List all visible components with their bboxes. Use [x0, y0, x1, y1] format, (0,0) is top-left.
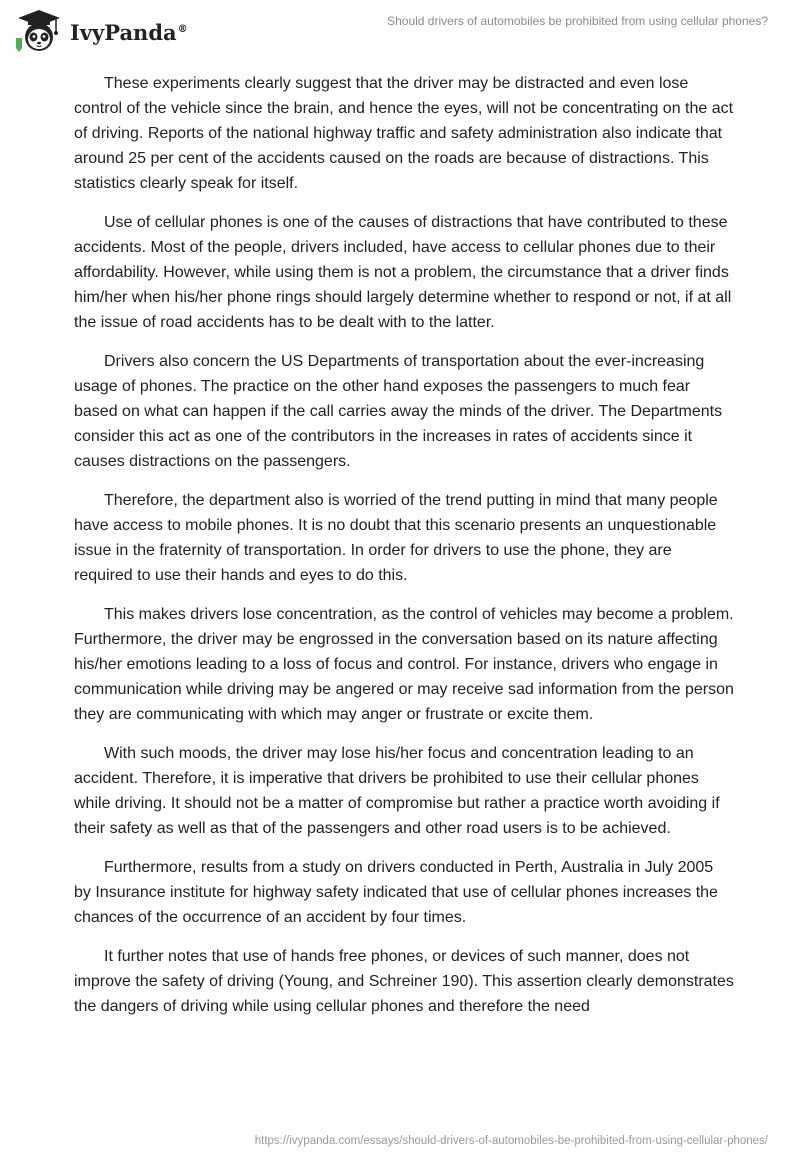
- brand-logo[interactable]: [14, 8, 188, 54]
- paragraph: Use of cellular phones is one of the causes of distractions that have contributed to these accidents. Most of the people, drivers included, have access to cellular phones due to their affordability. However, while using them is not a problem, the circumstance that a driver finds him/her when his/her phone rings should largely determine whether to respond or not, if at all the issue of road accidents has to be dealt with to the latter.: [74, 214, 732, 331]
- page-header: [0, 0, 800, 64]
- paragraph: It further notes that use of hands free phones, or devices of such manner, does not improve the safety of driving (Young, and Schreiner 190). This assertion clearly demonstrates the dangers of driving while using cellular phones and therefore the need: [74, 948, 734, 1015]
- document-title: Should drivers of automobiles be prohibited from using cellular phones?: [387, 14, 768, 28]
- source-url[interactable]: https://ivypanda.com/essays/should-drivers-of-automobiles-be-prohibited-from-using-cellular-phones/: [254, 1135, 768, 1147]
- brand-name: IvyPanda®: [70, 19, 188, 45]
- essay-body: [74, 71, 734, 1033]
- panda-graduate-icon: [14, 8, 64, 54]
- paragraph: Furthermore, results from a study on drivers conducted in Perth, Australia in July 2005 by Insurance institute for highway safety indicated that use of cellular phones increases the chances of the occurrence of an accident by four times.: [74, 859, 718, 926]
- registered-mark: ®: [177, 23, 188, 35]
- paragraph: Therefore, the department also is worried of the trend putting in mind that many people have access to mobile phones. It is no doubt that this scenario presents an unquestionable issue in the fraternity of transportation. In order for drivers to use the phone, they are required to use their hands and eyes to do this.: [74, 492, 718, 584]
- paragraph: With such moods, the driver may lose his/her focus and concentration leading to an accident. Therefore, it is imperative that drivers be prohibited to use their cellular phones while driving. It should not be a matter of compromise but rather a practice worth avoiding if their safety as well as that of the passengers and other road users is to be achieved.: [74, 745, 720, 837]
- paragraph: These experiments clearly suggest that the driver may be distracted and even lose control of the vehicle since the brain, and hence the eyes, will not be concentrating on the act of driving. Reports of the national highway traffic and safety administration also indicate that around 25 per cent of the accidents caused on the roads are because of distractions. This statistics clearly speak for itself.: [74, 75, 734, 192]
- paragraph: This makes drivers lose concentration, as the control of vehicles may become a problem. Furthermore, the driver may be engrossed in the conversation based on its nature affecting his/her emotions leading to a loss of focus and control. For instance, drivers who engage in communication while driving may be angered or may receive sad information from the person they are communicating with which may anger or frustrate or excite them.: [74, 606, 734, 723]
- paragraph: Drivers also concern the US Departments of transportation about the ever-increasing usage of phones. The practice on the other hand exposes the passengers to much fear based on what can happen if the call carries away the minds of the driver. The Departments consider this act as one of the contributors in the increases in rates of accidents since it causes distractions on the passengers.: [74, 353, 723, 470]
